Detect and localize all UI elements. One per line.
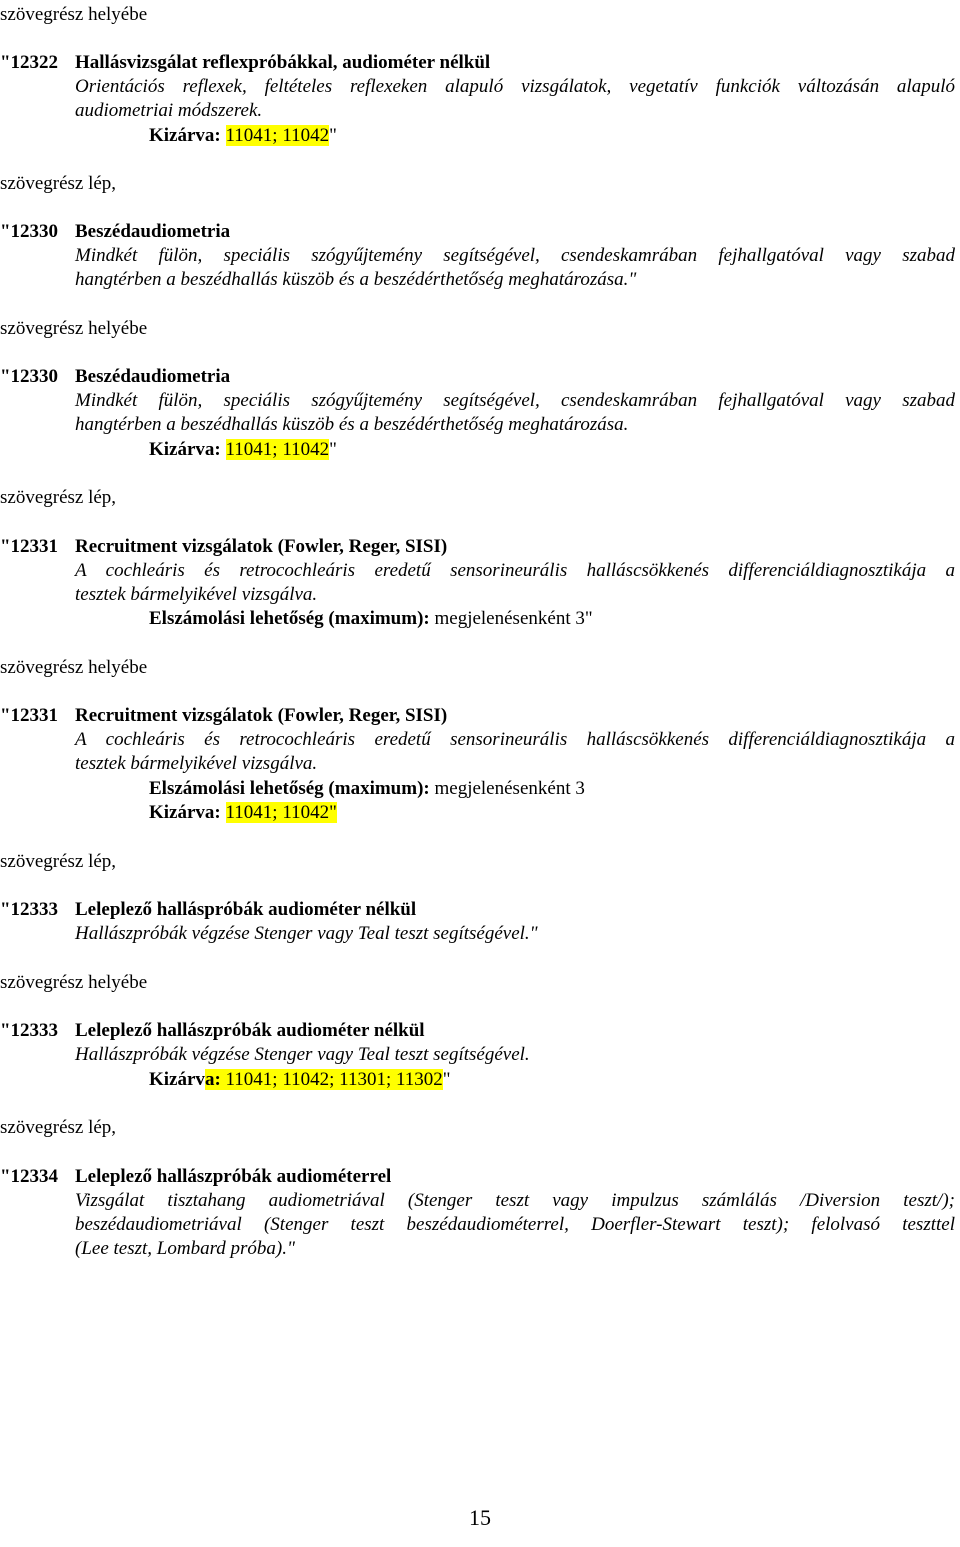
item-description: Mindkét fülön, speciális szógyűjtemény segítségével, csendeskamrában fejhallgatóval vagy szabad bbox=[75, 390, 955, 411]
instruction-enters: szövegrész lép, bbox=[0, 1117, 117, 1138]
item-description: Orientációs reflexek, feltételes reflexeken alapuló vizsgálatok, vegetatív funkciók változásán alapuló bbox=[75, 76, 955, 97]
instruction-replace: szövegrész helyébe bbox=[0, 4, 148, 25]
item-description: audiometriai módszerek. bbox=[75, 100, 263, 121]
instruction-enters: szövegrész lép, bbox=[0, 851, 117, 872]
exclusion-line bbox=[149, 438, 337, 462]
billing-value: megjelenésenként 3" bbox=[434, 608, 593, 629]
billing-label: Elszámolási lehetőség (maximum): bbox=[149, 778, 430, 799]
item-code: "12331 bbox=[0, 536, 59, 557]
exclusion-codes: 11041; 11042; 11301; 11302 bbox=[225, 1069, 443, 1090]
item-title: Leleplező hallászpróbák audiométerrel bbox=[75, 1166, 392, 1187]
item-code: "12334 bbox=[0, 1166, 59, 1187]
item-description: tesztek bármelyikével vizsgálva. bbox=[75, 584, 318, 605]
item-title: Recruitment vizsgálatok (Fowler, Reger, SISI) bbox=[75, 536, 448, 557]
item-description: (Lee teszt, Lombard próba)." bbox=[75, 1238, 295, 1259]
closing-quote: " bbox=[442, 1069, 451, 1090]
item-heading-12331 bbox=[0, 704, 447, 728]
item-code: "12330 bbox=[0, 366, 59, 387]
item-heading-12330 bbox=[0, 365, 230, 389]
item-description: beszédaudiometriával (Stenger teszt beszédaudiométerrel, Doerfler-Stewart teszt); felolvasó teszttel bbox=[75, 1214, 955, 1235]
item-title: Beszédaudiometria bbox=[75, 366, 231, 387]
billing-label: Elszámolási lehetőség (maximum): bbox=[149, 608, 430, 629]
item-heading-12334 bbox=[0, 1165, 391, 1189]
item-code: "12333 bbox=[0, 899, 59, 920]
item-heading-12322 bbox=[0, 51, 490, 75]
exclusion-label: Kizárva: bbox=[149, 125, 221, 146]
instruction-enters: szövegrész lép, bbox=[0, 173, 117, 194]
item-title: Hallásvizsgálat reflexpróbákkal, audiométer nélkül bbox=[75, 52, 491, 73]
exclusion-codes: 11041; 11042 bbox=[225, 125, 330, 146]
item-heading-12330 bbox=[0, 220, 230, 244]
exclusion-line bbox=[149, 124, 337, 148]
item-heading-12331 bbox=[0, 535, 447, 559]
item-description: hangtérben a beszédhallás küszöb és a beszédérthetőség meghatározása." bbox=[75, 269, 637, 290]
item-title: Beszédaudiometria bbox=[75, 221, 231, 242]
exclusion-codes: 11041; 11042" bbox=[225, 802, 337, 823]
instruction-replace: szövegrész helyébe bbox=[0, 972, 148, 993]
item-description: Vizsgálat tisztahang audiometriával (Stenger teszt vagy impulzus számlálás /Diversion teszt/); bbox=[75, 1190, 955, 1211]
billing-value: megjelenésenként 3 bbox=[434, 778, 585, 799]
page-number: 15 bbox=[469, 1505, 491, 1530]
exclusion-label-highlighted: a: bbox=[204, 1069, 221, 1090]
exclusion-codes: 11041; 11042 bbox=[225, 439, 330, 460]
item-title: Leleplező hallászpróbák audiométer nélkül bbox=[75, 1020, 425, 1041]
billing-line bbox=[149, 607, 593, 631]
instruction-replace: szövegrész helyébe bbox=[0, 318, 148, 339]
item-heading-12333 bbox=[0, 1019, 425, 1043]
closing-quote: " bbox=[329, 125, 337, 146]
item-description: A cochleáris és retrocochleáris eredetű sensorineurális halláscsökkenés differenciáldiagnosztikája a bbox=[75, 560, 955, 581]
exclusion-line bbox=[149, 801, 337, 825]
exclusion-label: Kizárv bbox=[149, 1069, 205, 1090]
item-description: tesztek bármelyikével vizsgálva. bbox=[75, 753, 318, 774]
item-description: Hallászpróbák végzése Stenger vagy Teal teszt segítségével. bbox=[75, 1044, 530, 1065]
item-description: Hallászpróbák végzése Stenger vagy Teal teszt segítségével." bbox=[75, 923, 538, 944]
item-heading-12333 bbox=[0, 898, 416, 922]
item-description: A cochleáris és retrocochleáris eredetű sensorineurális halláscsökkenés differenciáldiagnosztikája a bbox=[75, 729, 955, 750]
instruction-enters: szövegrész lép, bbox=[0, 487, 117, 508]
closing-quote: " bbox=[329, 439, 337, 460]
item-code: "12331 bbox=[0, 705, 59, 726]
instruction-replace: szövegrész helyébe bbox=[0, 657, 148, 678]
item-code: "12322 bbox=[0, 52, 59, 73]
item-title: Recruitment vizsgálatok (Fowler, Reger, SISI) bbox=[75, 705, 448, 726]
item-title: Leleplező halláspróbák audiométer nélkül bbox=[75, 899, 417, 920]
item-description: Mindkét fülön, speciális szógyűjtemény segítségével, csendeskamrában fejhallgatóval vagy szabad bbox=[75, 245, 955, 266]
item-code: "12333 bbox=[0, 1020, 59, 1041]
item-code: "12330 bbox=[0, 221, 59, 242]
item-description: hangtérben a beszédhallás küszöb és a beszédérthetőség meghatározása. bbox=[75, 414, 629, 435]
exclusion-label: Kizárva: bbox=[149, 802, 221, 823]
exclusion-label: Kizárva: bbox=[149, 439, 221, 460]
exclusion-line bbox=[149, 1068, 451, 1092]
billing-line bbox=[149, 777, 585, 801]
